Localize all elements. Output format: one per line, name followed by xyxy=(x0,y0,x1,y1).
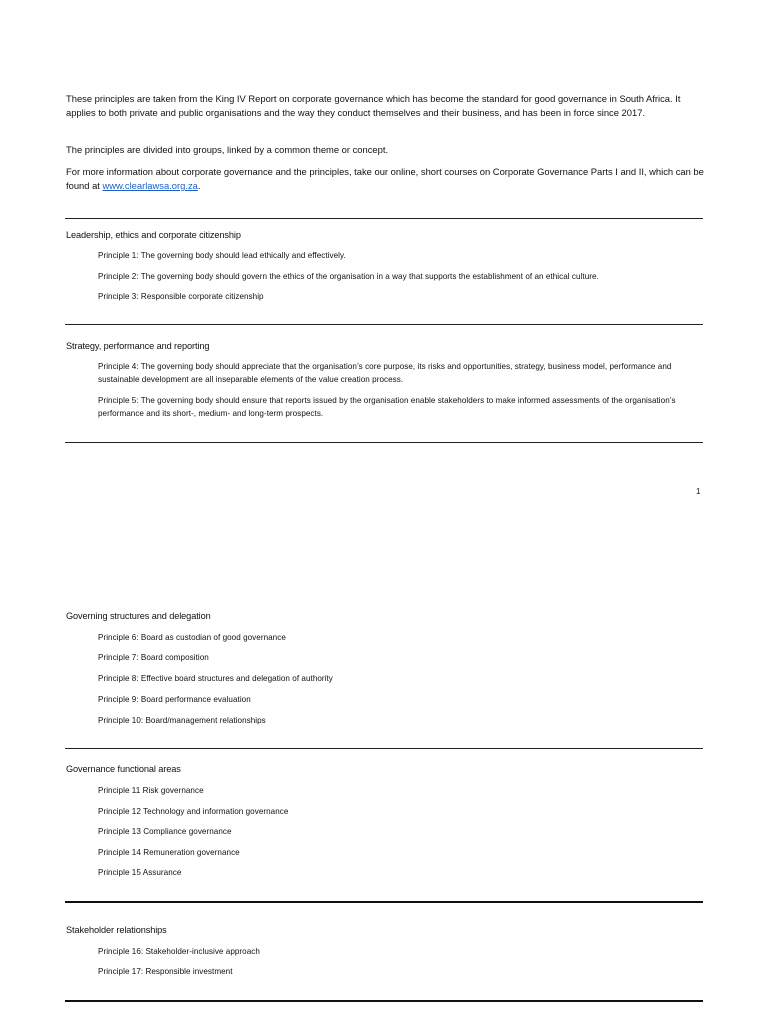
section-heading-stakeholders: Stakeholder relationships xyxy=(66,925,167,935)
principle-item: Principle 2: The governing body should govern the ethics of the organisation in a way that supports the establishment of an ethical culture. xyxy=(98,272,599,281)
principle-item: Principle 14 Remuneration governance xyxy=(98,848,240,857)
section-heading-structures: Governing structures and delegation xyxy=(66,611,211,621)
page-number: 1 xyxy=(696,487,701,496)
principle-item: Principle 7: Board composition xyxy=(98,653,209,662)
principle-item: Principle 5: The governing body should ensure that reports issued by the organisation enable stakeholders to make informed assessments of the organisation’s performance and its short-, medium- and long-term prospects. xyxy=(98,396,676,418)
principle-item: Principle 16: Stakeholder-inclusive approach xyxy=(98,947,260,956)
principle-item: Principle 4: The governing body should appreciate that the organisation’s core purpose, its risks and opportunities, strategy, business model, performance and sustainable development are all inseparable elements of the value creation process. xyxy=(98,362,672,384)
intro-paragraph-1: These principles are taken from the King IV Report on corporate governance which has become the standard for good governance in South Africa. It applies to both private and public organisations and the way they conduct themselves and their business, and has been in force since 2017. xyxy=(66,93,681,118)
intro-paragraph-3-text: For more information about corporate governance and the principles, take our online, short courses on Corporate Governance Parts I and II, which can be found at xyxy=(66,166,704,191)
clearlaw-link[interactable]: www.clearlawsa.org.za xyxy=(102,180,198,191)
principle-item: Principle 1: The governing body should lead ethically and effectively. xyxy=(98,251,346,260)
principle-item: Principle 3: Responsible corporate citizenship xyxy=(98,292,264,301)
principle-item: Principle 6: Board as custodian of good governance xyxy=(98,633,286,642)
section-heading-strategy: Strategy, performance and reporting xyxy=(66,341,210,351)
divider xyxy=(65,442,703,443)
divider xyxy=(65,901,703,903)
section-heading-functional-areas: Governance functional areas xyxy=(66,764,181,774)
intro-paragraph-3 xyxy=(66,165,706,193)
principle-item: Principle 10: Board/management relationships xyxy=(98,716,266,725)
intro-paragraph-3-end: . xyxy=(197,180,201,191)
principle-item: Principle 17: Responsible investment xyxy=(98,967,233,976)
principle-item: Principle 13 Compliance governance xyxy=(98,827,232,836)
divider xyxy=(65,748,703,749)
principle-item: Principle 9: Board performance evaluation xyxy=(98,695,251,704)
intro-paragraph-2: The principles are divided into groups, linked by a common theme or concept. xyxy=(66,144,389,155)
principle-item: Principle 8: Effective board structures and delegation of authority xyxy=(98,674,333,683)
divider xyxy=(65,218,703,219)
principle-item: Principle 11 Risk governance xyxy=(98,786,204,795)
principle-item: Principle 15 Assurance xyxy=(98,868,182,877)
section-heading-leadership: Leadership, ethics and corporate citizenship xyxy=(66,230,241,240)
principle-item: Principle 12 Technology and information governance xyxy=(98,807,289,816)
divider xyxy=(65,1000,703,1002)
divider xyxy=(65,324,703,325)
